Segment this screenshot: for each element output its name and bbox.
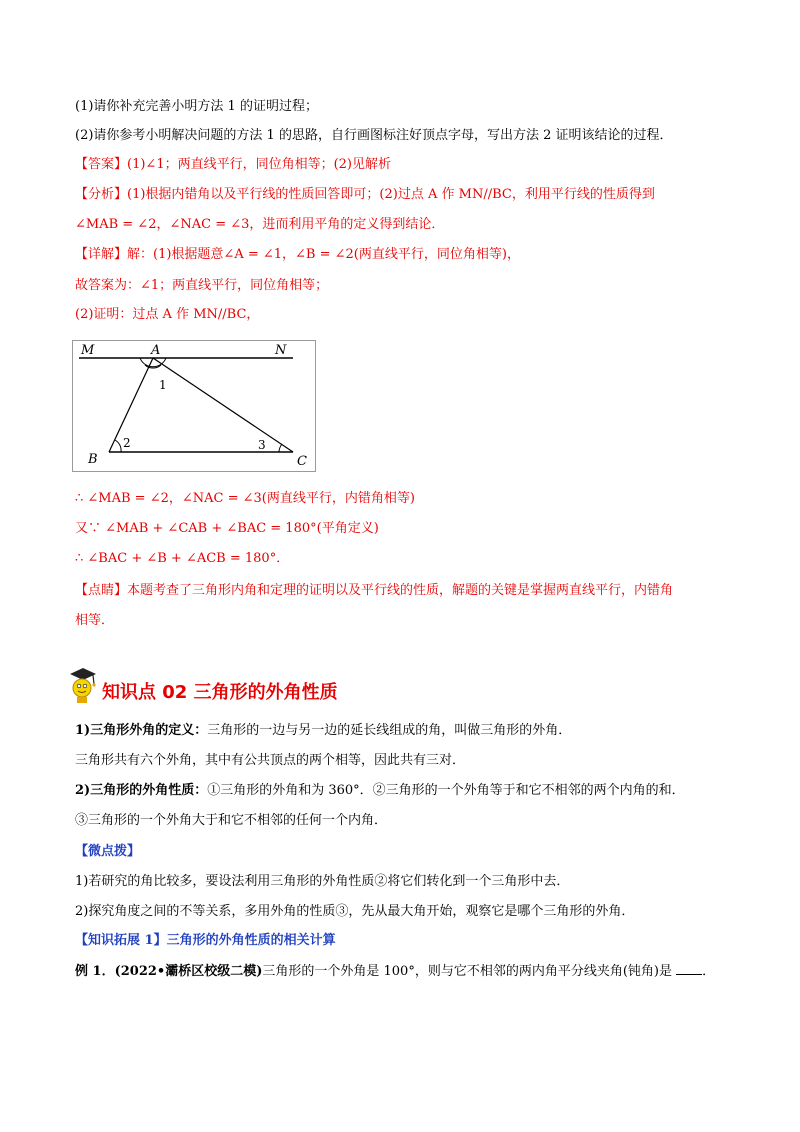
detail-line-3: (2)证明：过点 A 作 MN//BC， bbox=[75, 307, 260, 322]
prop-line-2: ③三角形的一个外角大于和它不相邻的任何一个内角． bbox=[75, 813, 388, 828]
tip-line-1: 1)若研究的角比较多，要设法利用三角形的外角性质②将它们转化到一个三角形中去． bbox=[75, 874, 570, 889]
label-2: 2 bbox=[123, 436, 131, 450]
q1-line: (1)请你补充完善小明方法 1 的证明过程； bbox=[75, 99, 318, 114]
comment-line-1 bbox=[75, 582, 735, 600]
section-title: 知识点 02 三角形的外角性质 bbox=[102, 682, 338, 703]
label-3: 3 bbox=[258, 438, 266, 452]
label-a: A bbox=[151, 343, 161, 358]
answer-blank bbox=[676, 962, 702, 975]
analysis-text-1: (1)根据内错角以及平行线的性质回答即可；(2)过点 A 作 MN//BC，利用平行线的性质得到 bbox=[127, 187, 655, 202]
answer-tag: 【答案】 bbox=[75, 157, 128, 172]
label-n: N bbox=[275, 343, 287, 358]
analysis-tag: 【分析】 bbox=[75, 187, 128, 202]
label-1: 1 bbox=[159, 378, 167, 392]
section-header bbox=[66, 664, 566, 704]
detail-text-1: 解：(1)根据题意∠A = ∠1，∠B = ∠2(两直线平行，同位角相等)， bbox=[127, 247, 520, 262]
def-text: 三角形的一边与另一边的延长线组成的角，叫做三角形的外角． bbox=[207, 723, 572, 738]
example-end: ． bbox=[702, 964, 716, 979]
prop-head: 2)三角形的外角性质： bbox=[75, 783, 208, 798]
side-ab bbox=[109, 358, 153, 452]
def-line-2: 三角形共有六个外角，其中有公共顶点的两个相等，因此共有三对． bbox=[75, 753, 466, 768]
proof-line-1: ∴ ∠MAB = ∠2，∠NAC = ∠3(两直线平行，内错角相等) bbox=[75, 491, 415, 506]
q2-line: (2)请你参考小明解决问题的方法 1 的思路，自行画图标注好顶点字母，写出方法 2 证明该结论的过程． bbox=[75, 128, 673, 143]
angle-arc-c bbox=[279, 444, 282, 452]
graduate-cap-icon bbox=[66, 664, 100, 704]
label-m: M bbox=[81, 343, 95, 358]
label-c: C bbox=[297, 454, 307, 469]
comment-text-1: 本题考查了三角形内角和定理的证明以及平行线的性质，解题的关键是掌握两直线平行，内错角 bbox=[127, 583, 674, 598]
proof-line-2: 又∵ ∠MAB + ∠CAB + ∠BAC = 180°(平角定义) bbox=[75, 521, 379, 536]
example-label: 例 1．(2022•灞桥区校级二模) bbox=[75, 964, 263, 979]
triangle-figure bbox=[72, 340, 316, 472]
side-ac bbox=[153, 358, 293, 452]
tips-head: 【微点拨】 bbox=[75, 844, 141, 859]
extension-head: 【知识拓展 1】三角形的外角性质的相关计算 bbox=[75, 933, 336, 948]
def-line-1 bbox=[75, 722, 735, 740]
prop-text: ①三角形的外角和为 360°．②三角形的一个外角等于和它不相邻的两个内角的和． bbox=[207, 783, 685, 798]
example-text: 三角形的一个外角是 100°，则与它不相邻的两内角平分线夹角(钝角)是 bbox=[262, 964, 672, 979]
tip-line-2: 2)探究角度之间的不等关系，多用外角的性质③，先从最大角开始，观察它是哪个三角形的外角． bbox=[75, 904, 635, 919]
prop-line-1 bbox=[75, 782, 735, 800]
label-b: B bbox=[88, 452, 98, 467]
detail-line-2: 故答案为：∠1；两直线平行，同位角相等； bbox=[75, 278, 329, 293]
comment-line-2: 相等． bbox=[75, 613, 115, 628]
analysis-line-2: ∠MAB = ∠2，∠NAC = ∠3，进而利用平角的定义得到结论． bbox=[75, 217, 445, 232]
angle-arc-b bbox=[115, 440, 121, 452]
def-head: 1)三角形外角的定义： bbox=[75, 723, 208, 738]
analysis-line-1 bbox=[75, 186, 735, 204]
detail-line-1 bbox=[75, 246, 735, 264]
detail-tag: 【详解】 bbox=[75, 247, 128, 262]
answer-line bbox=[75, 156, 735, 174]
example-line bbox=[75, 962, 735, 981]
triangle-diagram bbox=[73, 341, 315, 471]
answer-text: (1)∠1；两直线平行，同位角相等；(2)见解析 bbox=[127, 157, 392, 172]
comment-tag: 【点睛】 bbox=[75, 583, 128, 598]
proof-line-3: ∴ ∠BAC + ∠B + ∠ACB = 180°． bbox=[75, 551, 290, 566]
